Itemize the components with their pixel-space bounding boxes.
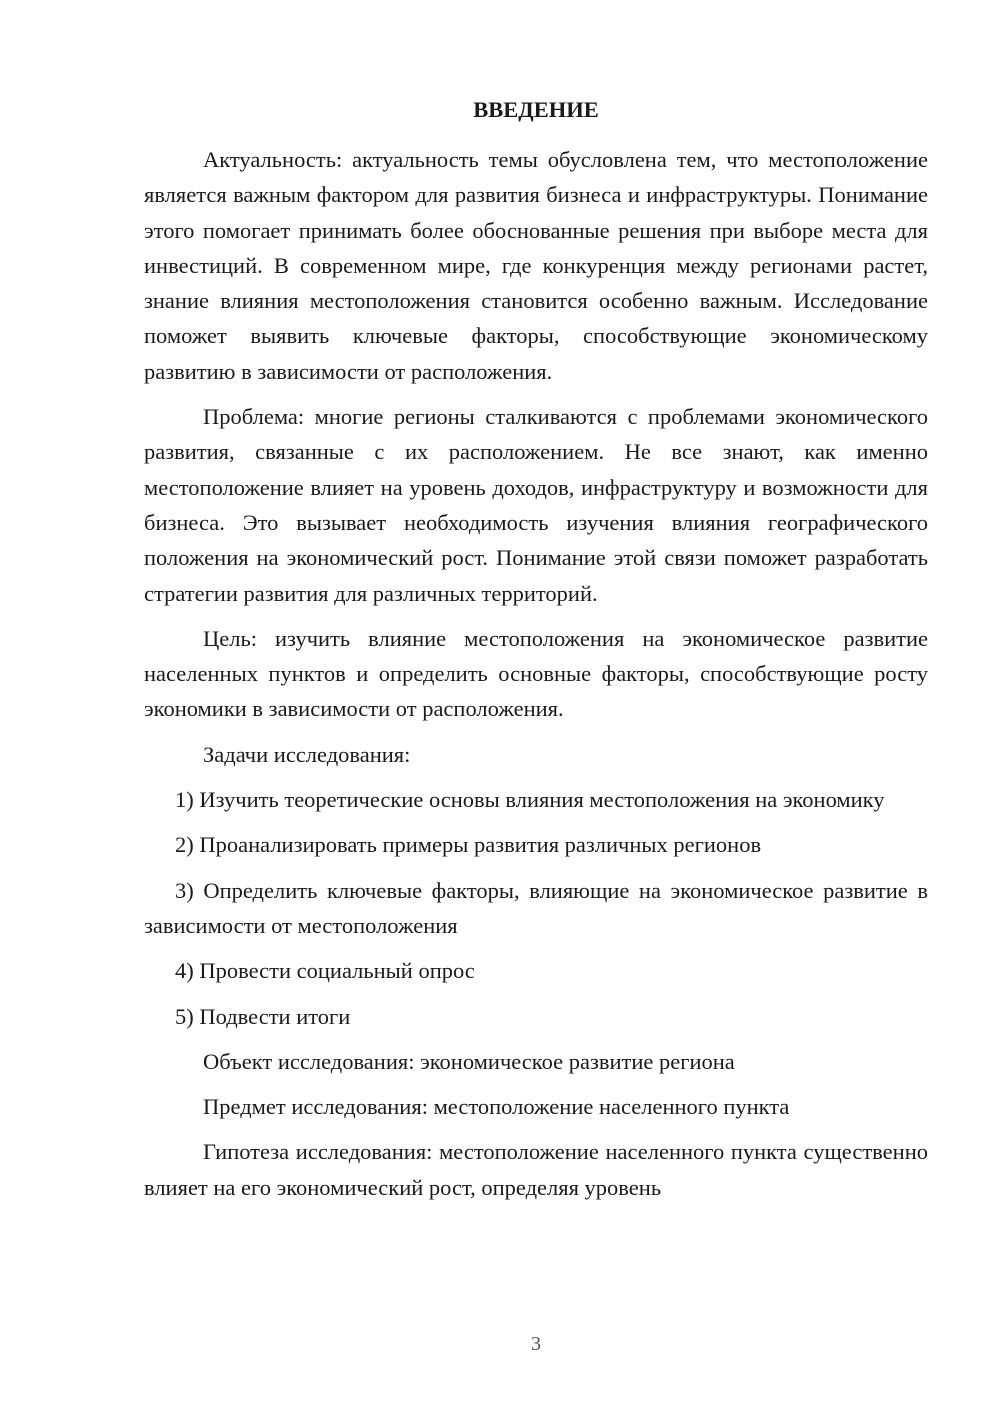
task-item-2: 2) Проанализировать примеры развития различных регионов xyxy=(175,832,762,858)
task-item-3: 3) Определить ключевые факторы, влияющие на экономическое развитие в зависимости от местоположения xyxy=(144,877,928,938)
task-item-4: 4) Провести социальный опрос xyxy=(175,958,475,984)
task-item-1: 1) Изучить теоретические основы влияния местоположения на экономику xyxy=(175,787,885,813)
goal-paragraph: Цель: изучить влияние местоположения на экономическое развитие населенных пунктов и определить основные факторы, способствующие росту экономики в зависимости от расположения. xyxy=(144,625,928,722)
tasks-heading: Задачи исследования: xyxy=(203,741,411,767)
document-page xyxy=(144,92,928,1215)
relevance-paragraph: Актуальность: актуальность темы обусловлена тем, что местоположение является важным фактором для развития бизнеса и инфраструктуры. Понимание этого помогает принимать более обоснованные решения при выборе места для инвестиций. В современном мире, где конкуренция между регионами растет, знание влияния местоположения становится особенно важным. Исследование поможет выявить ключевые факторы, способствующие экономическому развитию в зависимости от расположения. xyxy=(144,147,928,384)
research-subject: Предмет исследования: местоположение населенного пункта xyxy=(203,1094,790,1120)
page-number: 3 xyxy=(531,1333,541,1355)
task-item-5: 5) Подвести итоги xyxy=(175,1003,351,1029)
research-object: Объект исследования: экономическое развитие региона xyxy=(203,1048,735,1074)
research-hypothesis: Гипотеза исследования: местоположение населенного пункта существенно влияет на его экономический рост, определяя уровень xyxy=(144,1139,928,1200)
section-title: ВВЕДЕНИЕ xyxy=(473,97,599,122)
problem-paragraph: Проблема: многие регионы сталкиваются с проблемами экономического развития, связанные с их расположением. Не все знают, как именно местоположение влияет на уровень доходов, инфраструктуру и возможности для бизнеса. Это вызывает необходимость изучения влияния географического положения на экономический рост. Понимание этой связи поможет разработать стратегии развития для различных территорий. xyxy=(144,404,928,606)
